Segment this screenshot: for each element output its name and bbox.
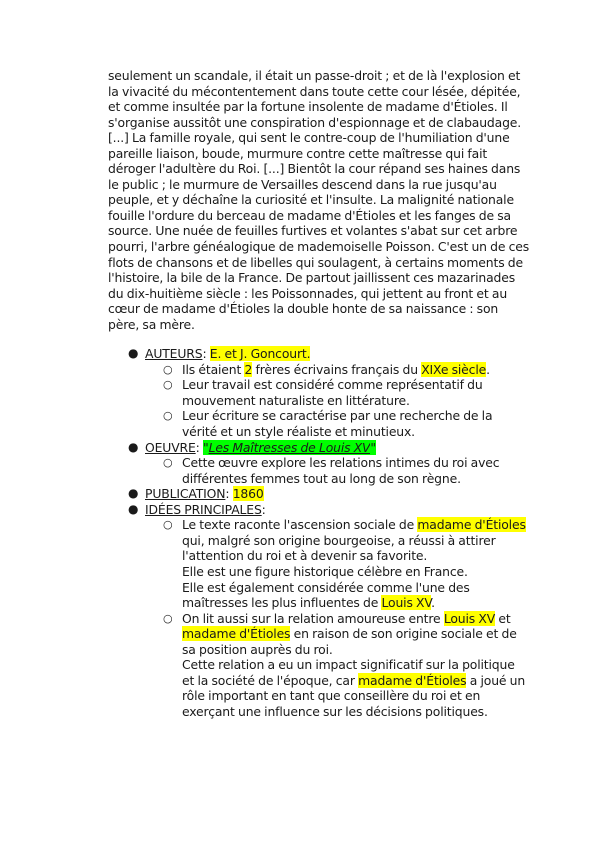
publication-label: PUBLICATION (145, 486, 226, 502)
text-run: " (203, 439, 209, 455)
bullet-disc-icon: ● (128, 439, 139, 454)
highlight-name: madame d'Étioles (358, 672, 467, 688)
oeuvre-label: OEUVRE (145, 439, 196, 455)
text-run: Leur travail est considéré comme représentatif du mouvement naturaliste en littérature. (182, 377, 483, 408)
text-run: " (370, 439, 376, 455)
list-item-auteurs (108, 346, 530, 439)
auteurs-sub-1 (145, 362, 530, 378)
notes-list (108, 346, 530, 719)
quote-paragraph: seulement un scandale, il était un passe-droit ; et de là l'explosion et la vivacité du mécontentement dans toute cette cour lésée, dépitée, et comme insultée par la fortune insolente de madame d'Étioles. Il s'organise aussitôt une conspiration d'espionnage et de clabaudage. [...] La famille royale, qui sent le contre-coup de l'humiliation d'une pareille liaison, boude, murmure contre cette maîtresse qui fait déroger l'adultère du Roi. [...] Bientôt la cour répand ses haines dans le public ; le murmure de Versailles descend dans la rue jusqu'au peuple, et y déchaîne la curiosité et l'insulte. La malignité nationale fouille l'ordure du berceau de madame d'Étioles et les fanges de sa source. Une nuée de feuilles furtives et volantes s'abat sur cet arbre pourri, l'arbre généalogique de mademoiselle Poisson. C'est un de ces flots de chansons et de libelles qui soulagent, à certains moments de l'histoire, la bile de la France. De partout jaillissent ces mazarinades du dix-huitième siècle : les Poissonnades, qui jettent au front et au cœur de madame d'Étioles la double honte de sa naissance : son père, sa mère. (108, 68, 530, 332)
oeuvre-sep: : (195, 439, 203, 455)
auteurs-sublist (145, 362, 530, 440)
oeuvre-title-link[interactable]: Les Maîtresses de Louis XV (208, 439, 371, 455)
text-run: frères écrivains français du (252, 361, 422, 377)
highlight-name: madame d'Étioles (182, 626, 291, 642)
text-line (182, 657, 530, 719)
bullet-circle-icon: ○ (163, 378, 173, 392)
document-page (108, 68, 530, 719)
highlight-name: madame d'Étioles (417, 517, 526, 533)
text-run: Le texte raconte l'ascension sociale de (182, 517, 418, 533)
highlight-king: Louis XV (443, 610, 496, 626)
auteurs-label: AUTEURS (145, 346, 203, 362)
bullet-disc-icon: ● (128, 346, 139, 361)
list-item-idees (108, 502, 530, 720)
idees-sub-2 (145, 611, 530, 720)
auteurs-sub-3 (145, 408, 530, 439)
text-run: Cette œuvre explore les relations intimes du roi avec différentes femmes tout au long de son règne. (182, 455, 500, 486)
text-run: Cette relation a eu un impact significatif sur la politique et la société de l'époque, car (182, 657, 515, 688)
oeuvre-sublist (145, 455, 530, 486)
list-item-publication (108, 486, 530, 502)
text-run: . (431, 595, 435, 611)
text-run: et (495, 610, 511, 626)
auteurs-sep: : (202, 346, 210, 362)
idees-label: IDÉES PRINCIPALES (145, 501, 262, 517)
bullet-circle-icon: ○ (163, 611, 173, 625)
highlight-century: XIXe siècle (421, 361, 487, 377)
idees-sub-1 (145, 517, 530, 610)
text-run: . (486, 361, 490, 377)
list-item-oeuvre (108, 440, 530, 487)
bullet-disc-icon: ● (128, 486, 139, 501)
bullet-disc-icon: ● (128, 501, 139, 516)
text-run: On lit aussi sur la relation amoureuse entre (182, 610, 444, 626)
auteurs-sub-2 (145, 377, 530, 408)
bullet-circle-icon: ○ (163, 518, 173, 532)
text-run: en raison de son origine sociale et de sa position auprès du roi. (182, 626, 517, 657)
text-run: Ils étaient (182, 361, 245, 377)
highlight-count: 2 (244, 361, 253, 377)
text-run: qui, malgré son origine bourgeoise, a réussi à attirer l'attention du roi et à devenir sa favorite. (182, 532, 496, 564)
text-run: Elle est une figure historique célèbre en France. (182, 563, 468, 579)
idees-sep: : (261, 501, 266, 517)
idees-sublist (145, 517, 530, 719)
text-line (182, 580, 530, 611)
oeuvre-sub-1 (145, 455, 530, 486)
text-run: Elle est également considérée comme l'une des maîtresses les plus influentes de (182, 579, 470, 611)
bullet-circle-icon: ○ (163, 456, 173, 470)
auteurs-value: E. et J. Goncourt. (209, 346, 311, 362)
publication-year: 1860 (232, 486, 264, 502)
highlight-king: Louis XV (381, 595, 432, 611)
text-run: a joué un rôle important en tant que conseillère du roi et en exerçant une influence sur les décisions politiques. (182, 672, 526, 719)
bullet-circle-icon: ○ (163, 409, 173, 423)
text-run: Leur écriture se caractérise par une recherche de la vérité et un style réaliste et minutieux. (182, 408, 493, 440)
bullet-circle-icon: ○ (163, 362, 173, 376)
publication-sep: : (225, 486, 233, 502)
